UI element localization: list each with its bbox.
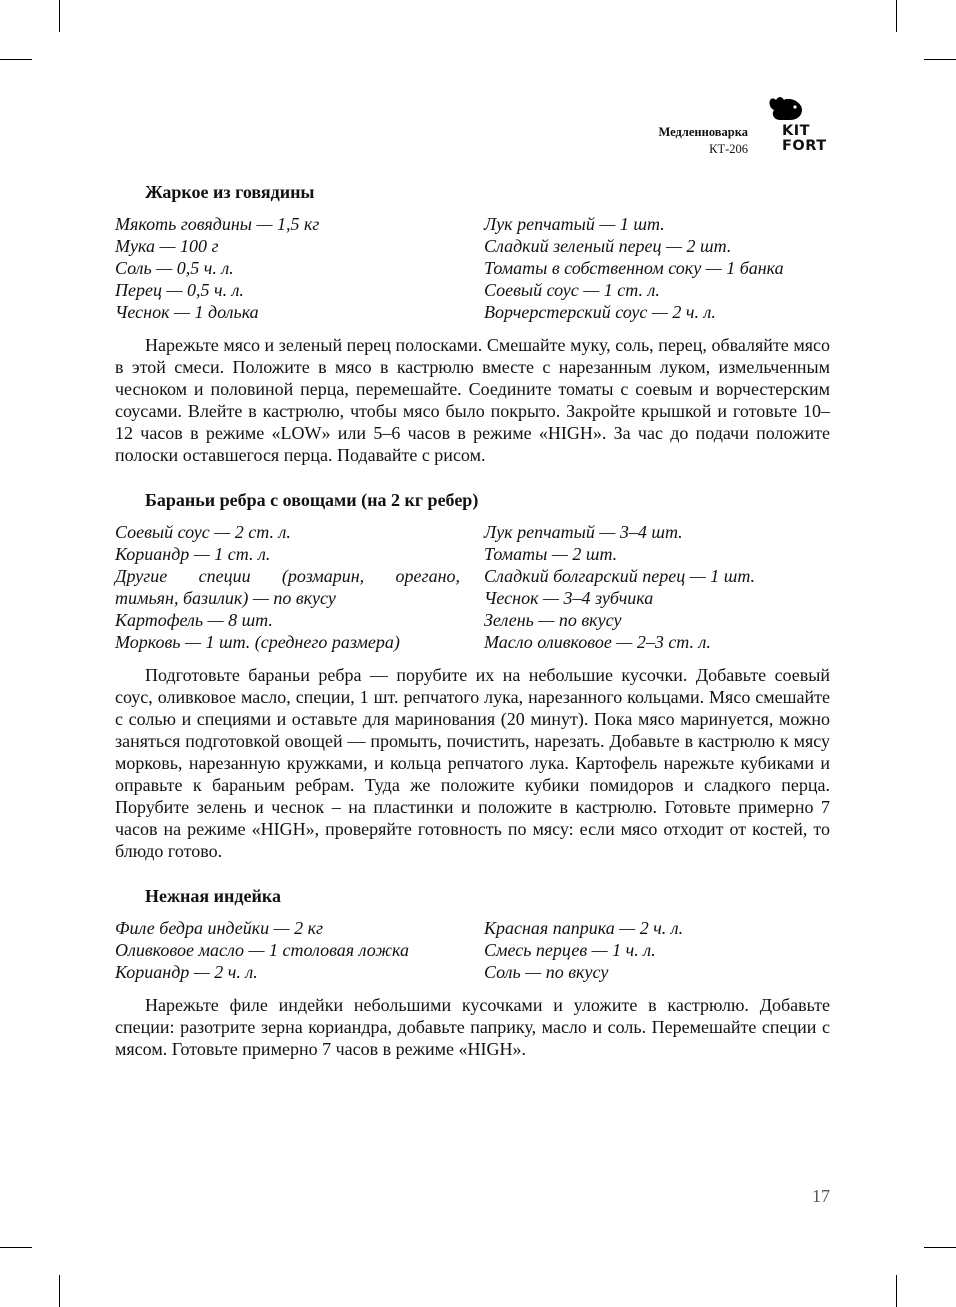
crop-mark: [59, 1275, 60, 1307]
ingredient-item: Чеснок — 1 долька: [115, 302, 259, 322]
ingredient-item: Томаты — 2 шт.: [484, 544, 618, 564]
ingredient-item: Перец — 0,5 ч. л.: [115, 280, 244, 300]
recipe-title: Нежная индейка: [145, 886, 281, 906]
crop-mark: [896, 0, 897, 32]
ingredient-item: Кориандр — 1 ст. л.: [115, 544, 271, 564]
ingredient-item: Соль — по вкусу: [484, 962, 609, 982]
crop-mark: [59, 0, 60, 32]
crop-mark: [896, 1275, 897, 1307]
recipe-section: [115, 885, 830, 1060]
ingredient-item: Оливковое масло — 1 столовая ложка: [115, 940, 410, 960]
ingredient-item: Лук репчатый — 3–4 шт.: [484, 522, 683, 542]
ingredient-item: Мука — 100 г: [115, 236, 219, 256]
recipe-section: [115, 181, 830, 466]
logo-text: [782, 124, 827, 154]
ingredient-item: Кориандр — 2 ч. л.: [115, 962, 258, 982]
ingredient-item: Соевый соус — 1 ст. л.: [484, 280, 660, 300]
ingredient-item: Другие специи (розмарин, орегано,: [115, 566, 460, 586]
ingredients-right: [484, 213, 829, 323]
crop-mark: [924, 59, 956, 60]
recipe-instructions: Нарежьте мясо и зеленый перец полосками. Смешайте муку, соль, перец, обваляйте мясо в этой смеси. Положите в мясо в кастрюлю вместе с нарезанным луком, измельченным чесноком и половиной перца, перемешайте. Соедините томаты с соевым и ворчестерским соусами. Влейте в кастрюлю, чтобы мясо было покрыто. Закройте крышкой и готовьте 10–12 часов в режиме «LOW» или 5–6 часов в режиме «HIGH». За час до подачи положите полоски оставшегося перца. Подавайте с рисом.: [115, 335, 830, 465]
ingredients-left: [115, 521, 460, 653]
ingredient-item: Красная паприка — 2 ч. л.: [484, 918, 684, 938]
kitfort-logo: [760, 94, 832, 160]
recipe-title: Жаркое из говядины: [145, 182, 315, 202]
recipe-instructions: Нарежьте филе индейки небольшими кусочками и уложите в кастрюлю. Добавьте специи: разотрите зерна кориандра, добавьте паприку, масло и соль. Перемешайте специи с мясом. Готовьте примерно 7 часов в режиме «HIGH».: [115, 995, 830, 1059]
crop-mark: [0, 1247, 32, 1248]
ingredient-item: Соль — 0,5 ч. л.: [115, 258, 234, 278]
ingredient-item: Лук репчатый — 1 шт.: [484, 214, 665, 234]
ingredient-item: Соевый соус — 2 ст. л.: [115, 522, 291, 542]
ingredient-item: Томаты в собственном соку — 1 банка: [484, 258, 784, 278]
recipe-instructions: Подготовьте бараньи ребра — порубите их на небольшие кусочки. Добавьте соевый соус, оливковое масло, специи, 1 шт. репчатого лука, нарезанного кольцами. Мясо смешайте с солью и специями и оставьте для маринования (20 минут). Пока мясо маринуется, можно заняться подготовкой овощей — промыть, почистить, нарезать. Добавьте в кастрюлю к мясу морковь, нарезанную кружками, и кольца репчатого лука. Картофель нарежьте кубиками и оправьте к бараньим ребрам. Туда же положите кубики помидоров и сладкого перца. Порубите зелень и чеснок – на пластинки и положите в кастрюлю. Готовьте примерно 7 часов на режиме «HIGH», проверяйте готовность по мясу: если мясо отходит от костей, то блюдо готово.: [115, 665, 830, 861]
ingredients-left: [115, 213, 460, 323]
ingredient-item: Сладкий зеленый перец — 2 шт.: [484, 236, 732, 256]
ingredient-item: Филе бедра индейки — 2 кг: [115, 918, 324, 938]
whale-icon: [766, 94, 806, 122]
crop-mark: [924, 1247, 956, 1248]
ingredients-left: [115, 917, 460, 983]
product-name: Медленноварка: [658, 125, 748, 139]
logo-line-1: KIT: [782, 123, 811, 139]
page-number: 17: [812, 1186, 830, 1206]
ingredient-item: Мякоть говядины — 1,5 кг: [115, 214, 320, 234]
ingredients-right: [484, 917, 829, 983]
ingredient-item: Сладкий болгарский перец — 1 шт.: [484, 566, 756, 586]
ingredient-item: Морковь — 1 шт. (среднего размера): [115, 632, 400, 652]
recipe-section: [115, 489, 830, 862]
ingredient-item: Смесь перцев — 1 ч. л.: [484, 940, 656, 960]
ingredient-list: [115, 521, 830, 653]
ingredient-item: Ворчерстерский соус — 2 ч. л.: [484, 302, 716, 322]
recipe-title: Бараньи ребра с овощами (на 2 кг ребер): [145, 490, 479, 510]
ingredient-item: Чеснок — 3–4 зубчика: [484, 588, 654, 608]
logo-line-2: FORT: [782, 138, 827, 154]
ingredient-list: [115, 213, 830, 323]
crop-mark: [0, 59, 32, 60]
ingredient-item: Картофель — 8 шт.: [115, 610, 273, 630]
ingredient-item: Зелень — по вкусу: [484, 610, 622, 630]
ingredients-right: [484, 521, 829, 653]
ingredient-item: тимьян, базилик) — по вкусу: [115, 588, 336, 608]
page-header: [659, 124, 748, 158]
ingredient-list: [115, 917, 830, 983]
ingredient-item: Масло оливковое — 2–3 ст. л.: [484, 632, 711, 652]
model-number: КТ-206: [709, 142, 748, 156]
